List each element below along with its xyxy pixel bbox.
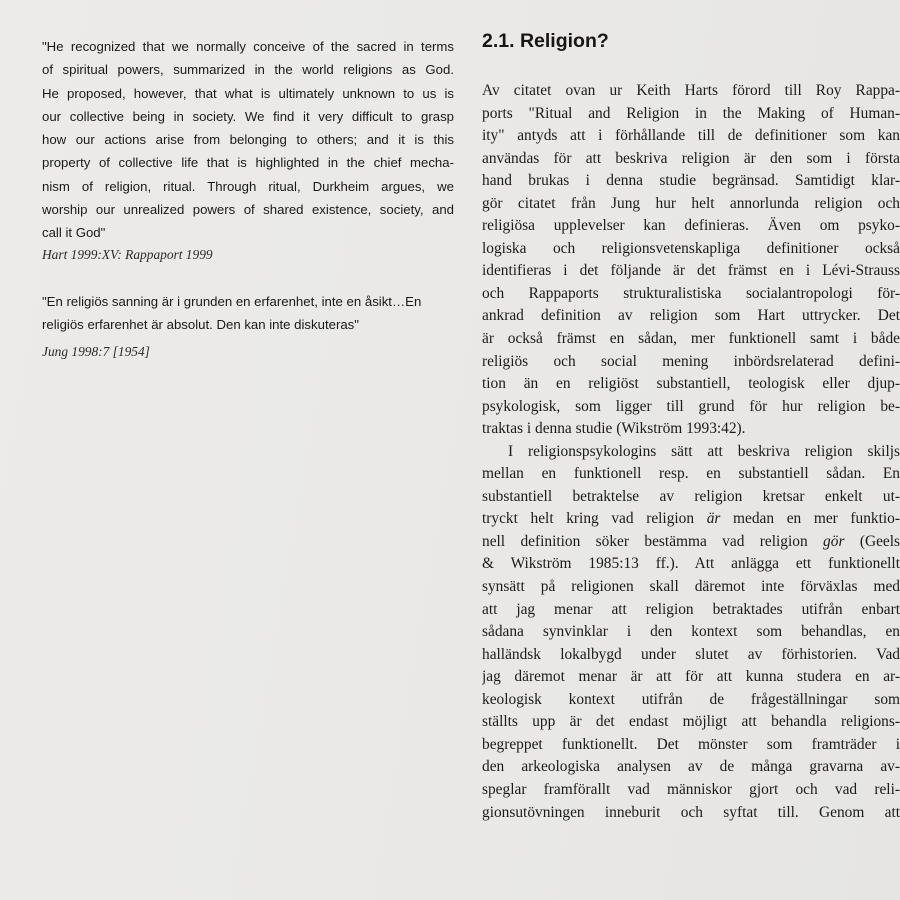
text-segment: nell definition söker bestämma vad religion bbox=[482, 532, 808, 550]
quote-line: nism of religion, ritual. Through ritual, Durkheim argues, we bbox=[42, 178, 454, 194]
text-line: och Rappaports strukturalistiska socialantropologi för- bbox=[482, 284, 900, 302]
text-line: ankrad definition av religion som Hart uttrycker. Det bbox=[482, 307, 900, 325]
text-line: är också främst en sådan, mer funktionell samt i både bbox=[482, 330, 900, 348]
quote-line: of spiritual powers, summarized in the world religions as God. bbox=[42, 62, 454, 78]
text-line: substantiell betraktelse av religion kretsar enkelt ut- bbox=[482, 487, 900, 505]
quote-line: property of collective life that is highlighted in the chief mecha- bbox=[42, 155, 454, 171]
epigraph-quote-hart bbox=[42, 35, 454, 245]
text-line: hand brukas i denna studie begränsad. Samtidigt klar- bbox=[482, 172, 900, 190]
text-line: speglar framförallt vad människor gjort och vad reli- bbox=[482, 780, 900, 798]
quote-line: He proposed, however, that what is ultimately unknown to us is bbox=[42, 85, 454, 101]
citation-hart: Hart 1999:XV: Rappaport 1999 bbox=[42, 247, 213, 262]
epigraph-quote-jung bbox=[42, 290, 421, 337]
text-line: den arkeologiska analysen av de många gravarna av- bbox=[482, 758, 900, 776]
section-heading: 2.1. Religion? bbox=[482, 30, 609, 52]
text-line: ställts upp är det endast möjligt att behandla religions- bbox=[482, 713, 900, 731]
text-line: identifieras i det följande är det främst en i Lévi-Strauss bbox=[482, 262, 900, 280]
body-text bbox=[482, 80, 900, 824]
text-line: tion än en religiöst substantiell, teologisk eller djup- bbox=[482, 375, 900, 393]
text-line: gionsutövningen inneburit och syftat till. Genom att bbox=[482, 803, 900, 821]
quote-line: worship our unrealized powers of shared existence, society, and bbox=[42, 202, 454, 218]
text-line: psykologisk, som ligger till grund för hur religion be- bbox=[482, 397, 900, 415]
text-line bbox=[482, 531, 900, 554]
text-line: jag däremot menar är att för att kunna studera en ar- bbox=[482, 668, 900, 686]
text-line: logiska och religionsvetenskapliga definitioner också bbox=[482, 239, 900, 257]
epigraph-column bbox=[42, 35, 454, 359]
text-line: I religionspsykologins sätt att beskriva religion skiljs bbox=[508, 442, 900, 460]
text-line: gör citatet från Jung hur helt annorlunda religion och bbox=[482, 194, 900, 212]
quote-line: religiös erfarenhet är absolut. Den kan inte diskuteras" bbox=[42, 317, 359, 333]
text-line: traktas i denna studie (Wikström 1993:42). bbox=[482, 420, 746, 438]
text-line: halländsk lokalbygd under slutet av förhistorien. Vad bbox=[482, 645, 900, 663]
text-line: att jag menar att religion betraktades utifrån enbart bbox=[482, 600, 900, 618]
quote-line: call it God" bbox=[42, 225, 106, 241]
quote-line: our collective being in society. We find it very difficult to grasp bbox=[42, 108, 454, 124]
text-segment: tryckt helt kring vad religion bbox=[482, 510, 695, 528]
italic-word: gör bbox=[823, 532, 845, 550]
text-line: Av citatet ovan ur Keith Harts förord till Roy Rappa- bbox=[482, 82, 900, 99]
text-line: mellan en funktionell resp. en substantiell sådan. En bbox=[482, 465, 900, 483]
text-line: synsätt på religionen skall däremot inte förväxlas med bbox=[482, 578, 900, 596]
quote-line: "He recognized that we normally conceive of the sacred in terms bbox=[42, 39, 454, 54]
italic-word: är bbox=[706, 510, 721, 528]
text-line: keologisk kontext utifrån de frågeställningar som bbox=[482, 690, 900, 708]
text-line bbox=[482, 508, 900, 531]
text-line: sådana synvinklar i den kontext som behandlas, en bbox=[482, 623, 900, 641]
text-line: ity" antyds att i förhållande till de definitioner som kan bbox=[482, 127, 900, 145]
text-line: begreppet funktionellt. Det mönster som framträder i bbox=[482, 735, 900, 753]
text-line: ports "Ritual and Religion in the Making of Human- bbox=[482, 104, 900, 122]
text-line: användas för att beskriva religion är den som i första bbox=[482, 149, 900, 167]
text-line: religiösa upplevelser kan definieras. Även om psyko- bbox=[482, 217, 900, 235]
text-line: & Wikström 1985:13 ff.). Att anlägga ett funktionellt bbox=[482, 555, 900, 573]
citation-jung: Jung 1998:7 [1954] bbox=[42, 344, 150, 359]
quote-line: "En religiös sanning är i grunden en erfarenhet, inte en åsikt…En bbox=[42, 294, 422, 309]
text-segment: (Geels bbox=[859, 532, 900, 550]
text-segment: medan en mer funktio- bbox=[733, 510, 900, 528]
quote-line: how our actions arise from belonging to others; and it is this bbox=[42, 132, 454, 148]
text-line: religiös och social mening inbördsrelaterad defini- bbox=[482, 352, 900, 370]
